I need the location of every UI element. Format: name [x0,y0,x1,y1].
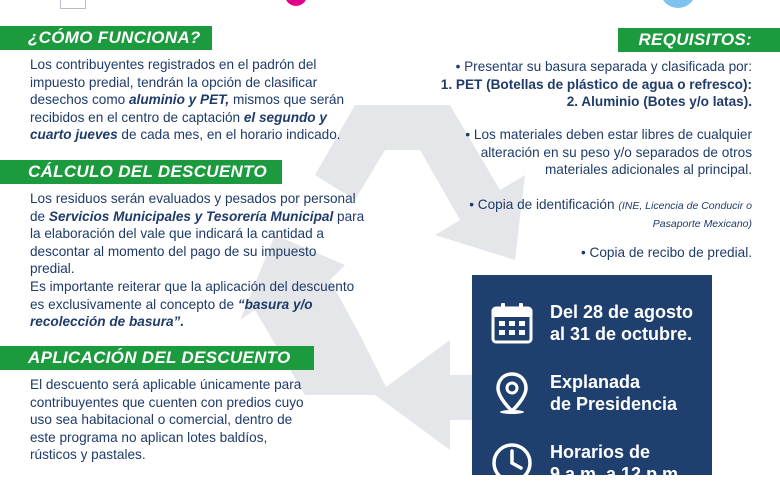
info-panel [472,275,712,484]
requisito-separacion: • Presentar su basura separada y clasificada por: 1. PET (Botellas de plástico de agua o refresco): 2. Aluminio (Botes y/o latas). [440,59,752,110]
clipboard-icon [60,0,86,9]
info-horario [490,441,683,485]
pink-decoration [285,0,307,6]
lugar-linea-2: de Presidencia [550,394,678,414]
info-lugar [490,371,677,415]
section-calculo-title: CÁLCULO DEL DESCUENTO [0,160,282,184]
fecha-linea-2: al 31 de octubre. [550,324,693,344]
lugar-linea-1: Explanada [550,372,641,392]
requisito-identificacion: • Copia de identificación (INE, Licencia de Conducir o Pasaporte Mexicano) [469,197,752,230]
requisito-materiales: • Los materiales deben estar libres de cualquier alteración en su peso y/o separados de otros materiales adicionales al principal. [465,127,752,178]
calculo-text: Los residuos serán evaluados y pesados por personal de Servicios Municipales y Tesorería Municipal para la elaboración del vale que indicará la cantidad a descontar al momento del pago de su impuesto predial. Es importante reiterar que la aplicación del descuento es exclusivamente al concepto de “basura y/o recolección de basura”. [30,191,365,330]
requisito-recibo-predial: • Copia de recibo de predial. [580,245,752,260]
calendar-icon [490,301,534,345]
horario-linea-1: Horarios de [550,442,651,462]
blue-decoration [660,0,696,8]
como-funciona-text: Los contribuyentes registrados en el padrón del impuesto predial, tendrán la opción de clasificar desechos como aluminio y PET, mismos que serán recibidos en el centro de captación el segundo y cuarto jueves de cada mes, en el horario indicado. [30,57,345,143]
section-como-funciona-title: ¿CÓMO FUNCIONA? [0,26,212,50]
fecha-linea-1: Del 28 de agosto [550,302,694,322]
clock-icon [490,441,534,485]
section-requisitos-title: REQUISITOS: [618,28,780,52]
horario-linea-2: 9 a.m. a 12 p.m. [550,464,684,484]
section-aplicacion-title: APLICACIÓN DEL DESCUENTO [0,346,314,370]
aplicacion-text: El descuento será aplicable únicamente para contribuyentes que cuenten con predios cuyo uso sea habitacional o comercial, dentro de este programa no aplican lotes baldíos, rústicos y pastales. [30,377,304,463]
location-pin-icon [490,371,534,415]
info-fecha [490,301,693,345]
